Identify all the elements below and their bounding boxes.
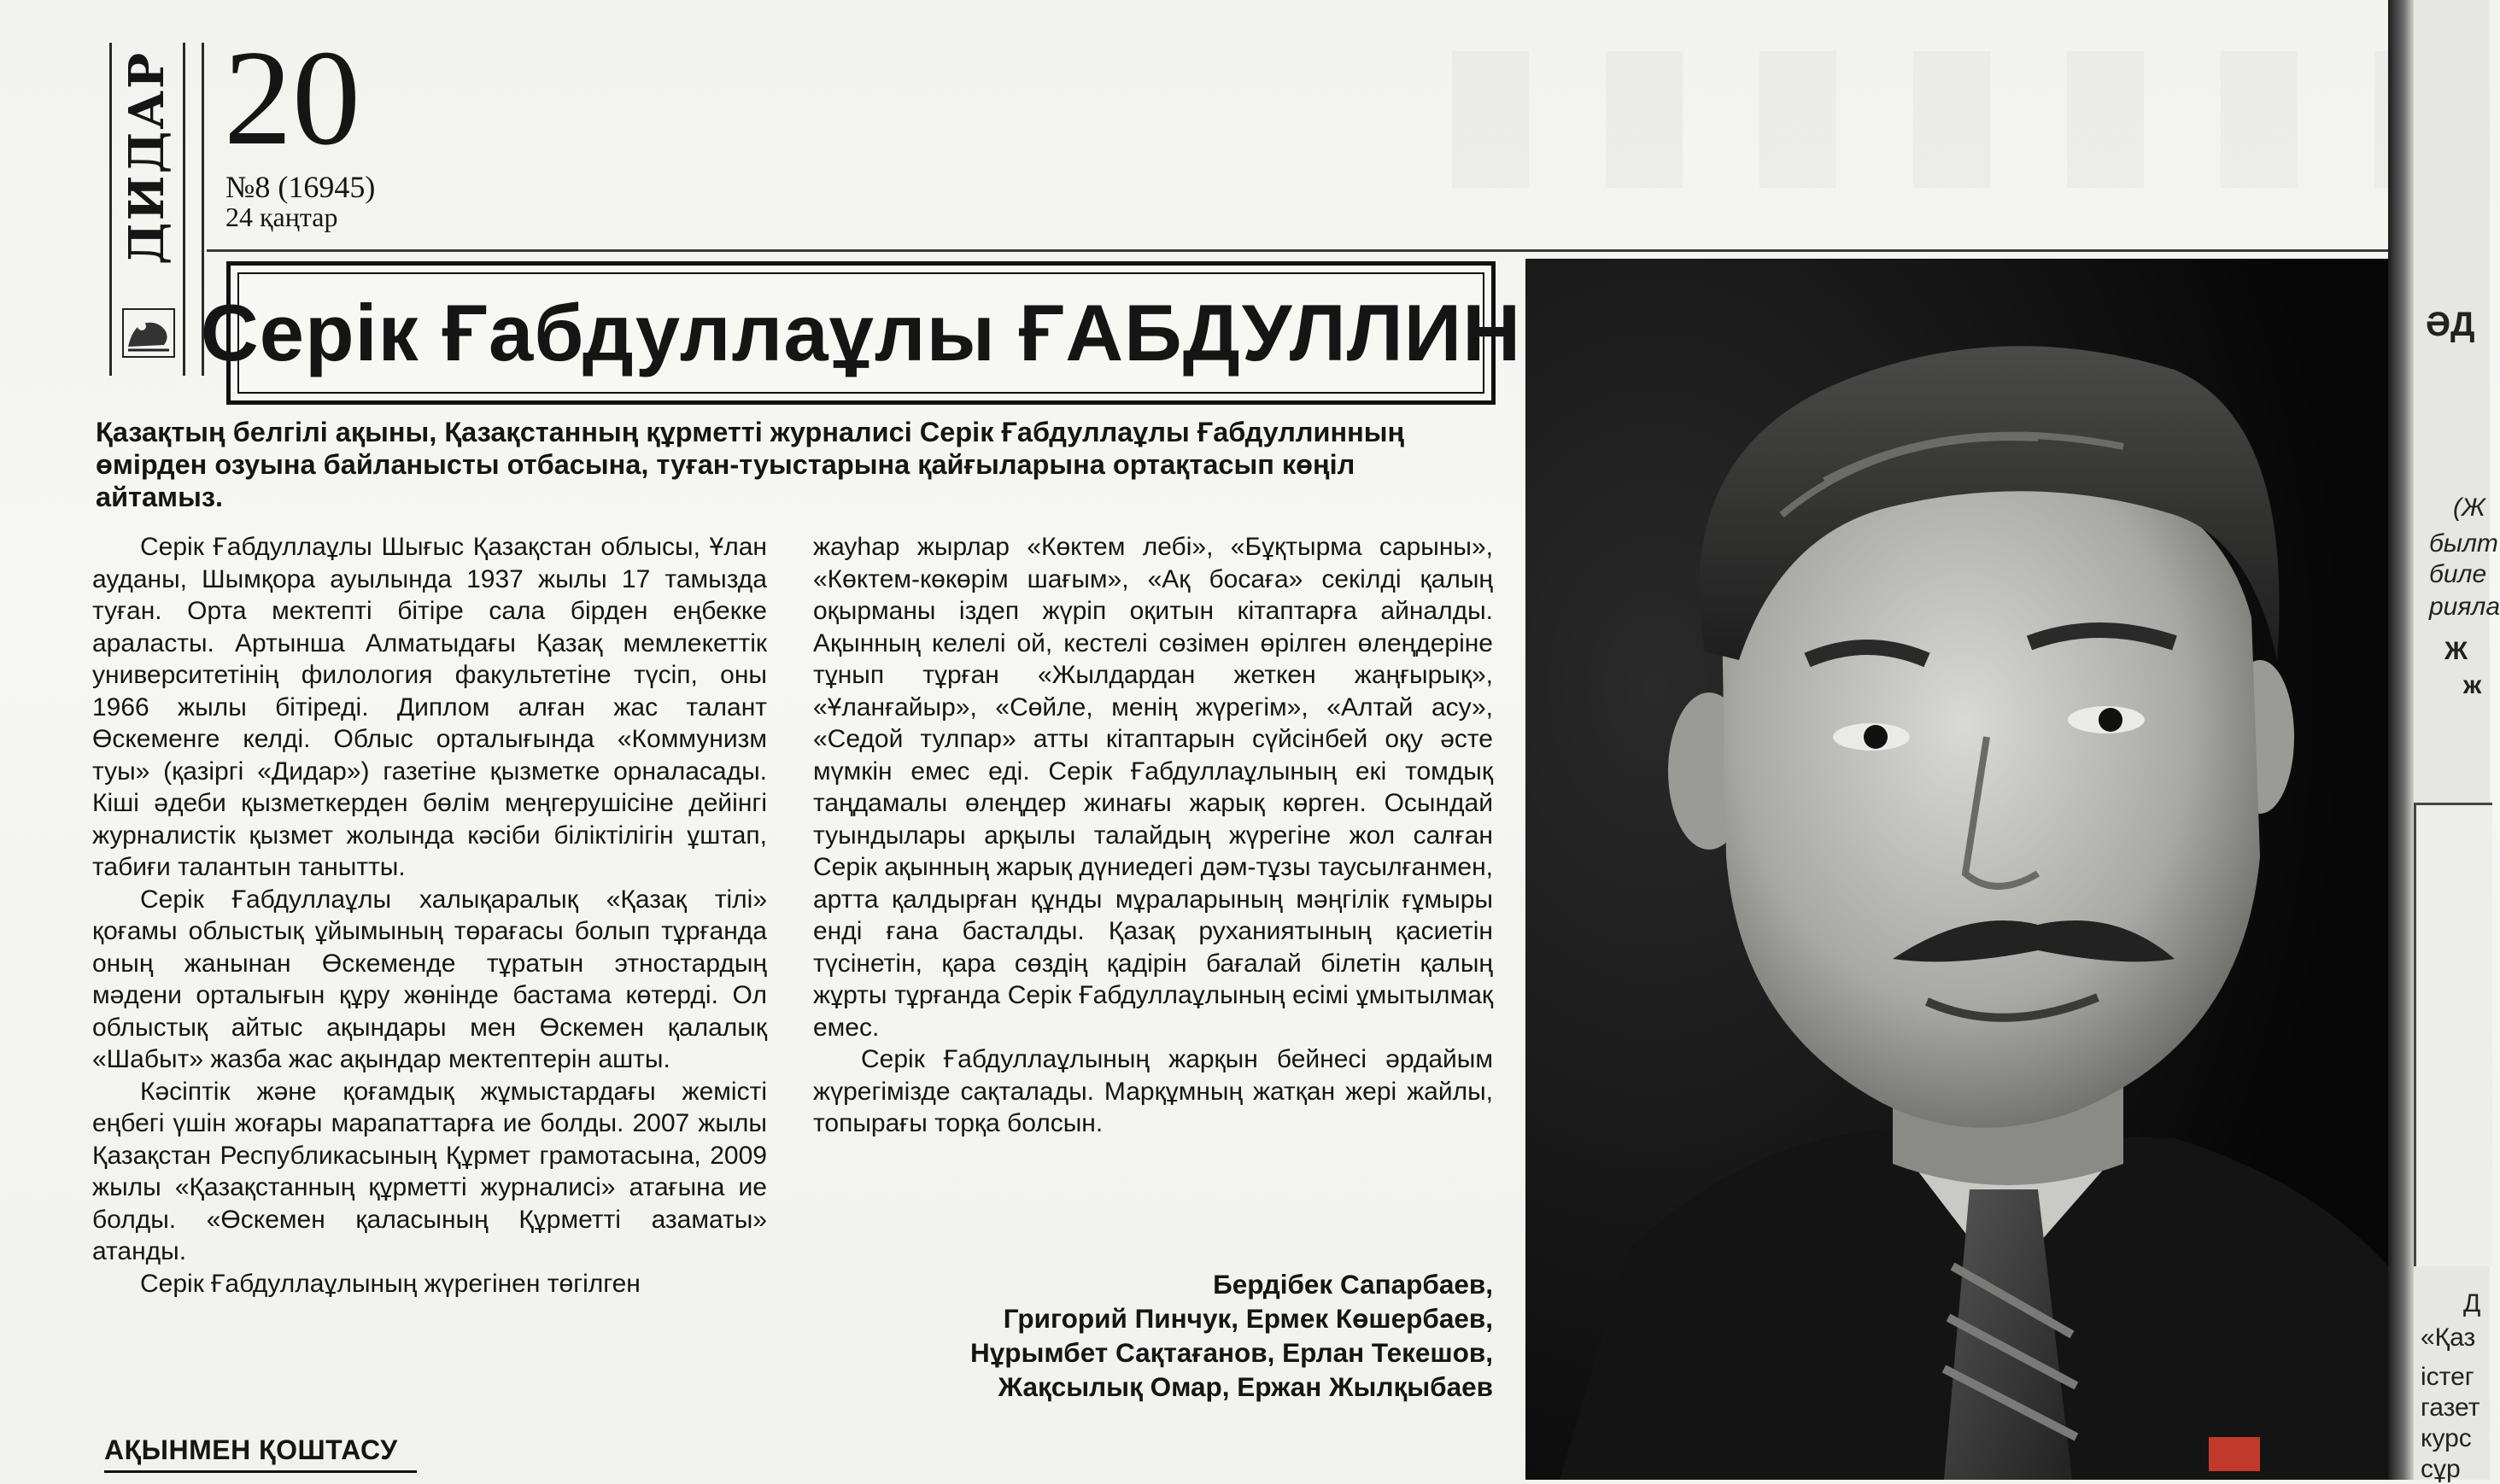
paragraph: Серік Ғабдуллаұлы Шығыс Қазақстан облысы, Ұлан ауданы, Шымқора ауылында 1937 жылы 17 тамызда туған. Орта мектепті бітіре сала бірден еңбекке араласты. Артынша Алматыдағы Қазақ мемлекеттік университетінің филология факультетіне түсіп, оны 1966 жылы бітіреді. Диплом алған жас талант Өскеменге келді. Облыс орталығында «Коммунизм туы» (қазіргі «Дидар») газетіне қызметке орналасады. Кіші әдеби қызметкерден бөлім меңгерушісіне дейінгі журналистік қызмет жолында кәсіби біліктілігін ұштап, табиғи талантын танытты.	[92, 533, 767, 881]
signature-line: Нұрымбет Сақтағанов, Ерлан Текешов,	[969, 1337, 1493, 1368]
next-page-text: сұр	[2421, 1455, 2461, 1483]
section-label-rule	[104, 1470, 417, 1473]
section-label: АҚЫНМЕН ҚОШТАСУ	[104, 1434, 398, 1465]
newspaper-name-vertical	[113, 51, 181, 265]
next-page-text: Д	[2463, 1289, 2481, 1317]
article-title: Серік Ғабдуллаұлы ҒАБДУЛЛИН	[200, 288, 1522, 377]
signature-line: Жақсылық Омар, Ержан Жылқыбаев	[998, 1371, 1493, 1402]
next-page-text: курс	[2421, 1424, 2472, 1452]
page-gutter	[2388, 0, 2414, 1480]
paragraph: Серік Ғабдуллаұлының жарқын бейнесі әрдайым жүрегімізде сақталады. Марқұмның жатқан жері жайлы, топырағы торқа болсын.	[813, 1045, 1493, 1137]
newspaper-name: ДИДАР	[119, 50, 175, 266]
next-page-box	[2414, 803, 2492, 1266]
next-page-text: ж	[2463, 671, 2482, 699]
next-page-text: «Қаз	[2421, 1323, 2476, 1352]
paragraph: Серік Ғабдуллаұлы халықаралық «Қазақ тілі» қоғамы облыстық ұйымының төрағасы болып тұрғанда оның жанынан Өскеменде тұратын этностардың мәдени орталығын құру жөнінде бастама көтерді. Ол облыстық айтыс ақындары мен Өскемен қалалық «Шабыт» жазба жас ақындар мектептерін ашты.	[92, 885, 767, 1073]
portrait-photo	[1525, 259, 2388, 1480]
next-page-text: Ж	[2444, 637, 2468, 665]
issue-number: №8 (16945)	[225, 170, 376, 204]
next-page-text: ӘД	[2426, 306, 2475, 343]
article-column-2	[813, 531, 1493, 1140]
next-page-text: газет	[2421, 1393, 2480, 1422]
signature-line: Бердібек Сапарбаев,	[1213, 1269, 1493, 1300]
masthead-rule-right	[183, 43, 185, 376]
next-page-text: (Ж	[2453, 494, 2485, 522]
page-number: 20	[224, 21, 360, 173]
article-lead: Қазақтың белгілі ақыны, Қазақстанның құрметті журналисі Серік Ғабдуллаұлы Ғабдуллинның өмірден озуына байланысты отбасына, туған-туыстарына қайғыларына ортақтасып көңіл айтамыз.	[96, 417, 1405, 512]
paragraph: Серік Ғабдуллаұлының жүрегінен төгілген	[140, 1269, 641, 1298]
upper-page-bleed	[1452, 51, 2392, 188]
signatures	[813, 1267, 1493, 1404]
issue-date: 24 қаңтар	[225, 202, 338, 232]
paragraph: жауһар жырлар «Көктем лебі», «Бұқтырма сарыны», «Көктем-көкөрім шағым», «Ақ босаға» секілді қалың оқырманы іздеп жүріп оқитын кітаптарға айналды. Ақынның келелі ой, кестелі сөзімен өрілген өлеңдеріне тұнып тұрған «Жылдардан жеткен жаңғырық», «Ұланғайыр», «Сөйле, менің жүрегім», «Алтай асу», «Седой тулпар» атты кітаптарын сүйсінбей оқу әсте мүмкін емес еді. Серік Ғабдуллаұлының екі томдық таңдамалы өлеңдер жинағы жарық көрген. Осындай туындылары арқылы талайдың жүрегіне жол салған Серік ақынның жарық дүниедегі дәм-тұзы таусылғанмен, артта қалдырған құнды мұраларының мәңгілік ғұмыры енді ғана басталды. Қазақ руханиятының қасиетін түсінетін, қара сөздің қадірін бағалай білетін қалың жұрты тұрғанда Серік Ғабдуллаұлының есімі ұмытылмақ емес.	[813, 533, 1493, 1042]
next-page-text: істег	[2421, 1363, 2474, 1391]
article-column-1	[92, 531, 767, 1300]
next-page-text: биле	[2429, 560, 2487, 588]
next-page-text: былт	[2429, 529, 2498, 558]
newspaper-emblem-icon	[121, 307, 176, 359]
header-rule	[207, 249, 2393, 252]
next-page-fragment	[2414, 0, 2500, 1483]
masthead-rule-left	[109, 43, 112, 376]
title-box	[200, 261, 1522, 405]
next-page-text: рияла	[2429, 593, 2500, 621]
signature-line: Григорий Пинчук, Ермек Көшербаев,	[1003, 1303, 1493, 1334]
paragraph: Кәсіптік және қоғамдық жұмыстардағы жемісті еңбегі үшін жоғары марапаттарға ие болды. 2007 жылы Қазақстан Республикасының Құрмет грамотасына, 2009 жылы «Қазақстанның құрметті журналисі» атағына ие болды. «Өскемен қаласының Құрметті азаматы» атанды.	[92, 1077, 767, 1265]
